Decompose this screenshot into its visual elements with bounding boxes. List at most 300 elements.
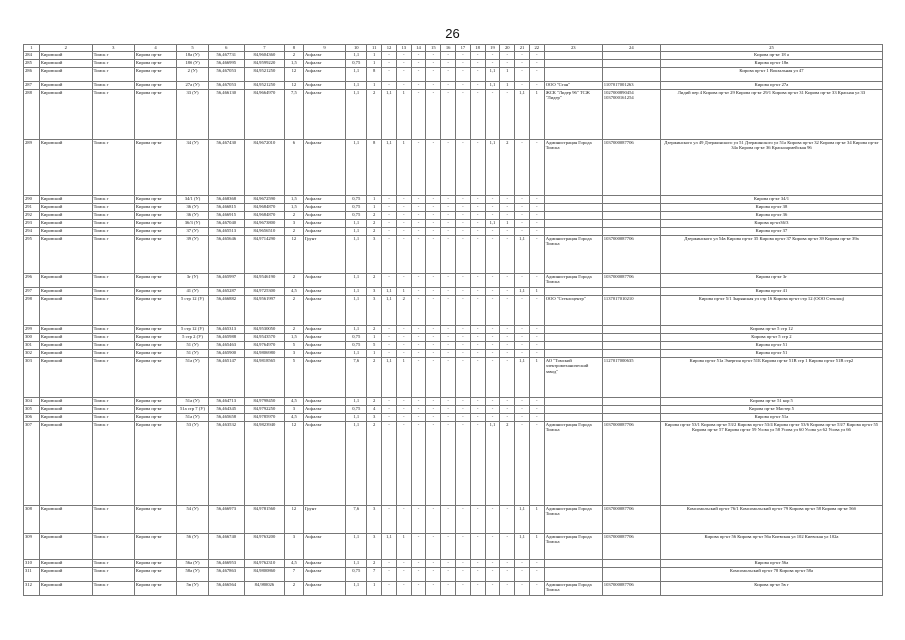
table-cell: Кировский: [39, 274, 92, 288]
table-cell: -: [485, 568, 500, 582]
table-cell: -: [382, 506, 397, 534]
table-cell: -: [456, 288, 471, 296]
table-cell: Кирова пр-кт 51а Энергия пр-кт 51Б Кирова пр-кт 51В стр 1 Кирова пр-кт 51В стр2: [660, 358, 882, 398]
table-cell: -: [470, 60, 485, 68]
table-cell: 56,467040: [208, 220, 244, 228]
table-cell: -: [396, 422, 411, 506]
table-cell: 34/1 (У): [177, 196, 209, 204]
table-cell: 303: [24, 358, 40, 398]
table-cell: Томск г: [92, 296, 134, 326]
table-cell: -: [456, 140, 471, 196]
table-cell: 56,466915: [208, 212, 244, 220]
table-cell: 2: [367, 220, 382, 228]
table-cell: 84,9546190: [244, 274, 284, 288]
table-cell: Кировский: [39, 350, 92, 358]
table-cell: Кировский: [39, 296, 92, 326]
table-cell: 284: [24, 52, 40, 60]
table-cell: Кировский: [39, 326, 92, 334]
table-cell: [544, 406, 602, 414]
table-cell: Томск г: [92, 82, 134, 90]
table-cell: -: [411, 326, 426, 334]
table-cell: -: [485, 414, 500, 422]
table-cell: -: [382, 68, 397, 82]
table-cell: Кировский: [39, 288, 92, 296]
table-cell: Кирова пр-кт 53/1 Кирова пр-кт 53/2 Кирова пр-кт 53/4 Кирова пр-кт 53/6 Кирова пр-кт 53/7 Кирова пр-кт 55 Кирова пр-кт 57 Кирова пр-кт 59 Усова ул 58 Усова ул 60 Усова ул 62 Усова ул 66: [660, 422, 882, 506]
table-cell: -: [456, 68, 471, 82]
table-cell: -: [515, 334, 530, 342]
table-cell: 296: [24, 274, 40, 288]
table-cell: [544, 288, 602, 296]
table-cell: 1,1: [346, 220, 367, 228]
table-cell: 1: [529, 90, 544, 140]
table-cell: -: [426, 90, 441, 140]
table-cell: Асфальт: [303, 82, 345, 90]
table-cell: 1037000087706: [602, 236, 660, 274]
table-cell: -: [426, 52, 441, 60]
table-cell: -: [411, 288, 426, 296]
table-cell: 0,75: [346, 212, 367, 220]
table-cell: -: [500, 358, 515, 398]
table-cell: Асфальт: [303, 52, 345, 60]
table-cell: -: [426, 342, 441, 350]
table-cell: -: [470, 406, 485, 414]
table-cell: 56,466564: [208, 582, 244, 596]
table-cell: 1,1: [346, 582, 367, 596]
column-number: 12: [382, 45, 397, 52]
table-cell: 1037000087706: [602, 582, 660, 596]
table-cell: -: [485, 196, 500, 204]
table-cell: -: [456, 350, 471, 358]
table-cell: [602, 334, 660, 342]
table-row: [24, 398, 883, 406]
table-cell: 7,5: [284, 90, 303, 140]
table-cell: Кирова пр-кт36/3: [660, 220, 882, 228]
table-cell: -: [426, 334, 441, 342]
table-cell: -: [396, 406, 411, 414]
table-cell: 3: [284, 534, 303, 560]
table-cell: 1,1: [515, 358, 530, 398]
table-cell: 7: [284, 568, 303, 582]
table-cell: 0,75: [346, 568, 367, 582]
table-cell: [544, 568, 602, 582]
table-cell: [602, 220, 660, 228]
table-cell: 84,9806980: [244, 350, 284, 358]
table-row: [24, 582, 883, 596]
table-cell: Кировский: [39, 90, 92, 140]
table-cell: -: [500, 52, 515, 60]
table-cell: [544, 414, 602, 422]
table-cell: -: [411, 60, 426, 68]
table-cell: -: [485, 296, 500, 326]
table-cell: -: [500, 506, 515, 534]
table-cell: Кировский: [39, 60, 92, 68]
table-cell: -: [441, 560, 456, 568]
table-cell: 293: [24, 220, 40, 228]
table-cell: -: [470, 196, 485, 204]
table-cell: 1,1: [382, 534, 397, 560]
table-cell: -: [515, 326, 530, 334]
table-cell: -: [441, 228, 456, 236]
table-cell: 5: [284, 358, 303, 398]
table-cell: Томск г: [92, 196, 134, 204]
table-cell: -: [426, 212, 441, 220]
table-cell: 56,466973: [208, 506, 244, 534]
table-cell: -: [411, 196, 426, 204]
table-cell: -: [411, 414, 426, 422]
table-cell: 2: [367, 228, 382, 236]
table-cell: -: [441, 534, 456, 560]
table-cell: -: [426, 506, 441, 534]
table-cell: 2: [500, 422, 515, 506]
table-cell: -: [456, 398, 471, 406]
table-cell: -: [411, 82, 426, 90]
table-cell: -: [456, 296, 471, 326]
table-cell: -: [411, 140, 426, 196]
table-cell: -: [441, 350, 456, 358]
column-number: 24: [602, 45, 660, 52]
table-cell: -: [515, 422, 530, 506]
table-cell: -: [529, 236, 544, 274]
table-cell: 7: [367, 568, 382, 582]
table-cell: -: [382, 422, 397, 506]
table-cell: [602, 398, 660, 406]
table-cell: -: [456, 568, 471, 582]
table-cell: Кирова пр-кт 56 Кирова пр-кт 56а Киевская ул 102 Киевская ул 102а: [660, 534, 882, 560]
table-cell: Томск г: [92, 358, 134, 398]
table-cell: 311: [24, 568, 40, 582]
table-cell: -: [500, 326, 515, 334]
table-cell: Кирова пр-кт 51а: [660, 414, 882, 422]
table-cell: 56,465658: [208, 414, 244, 422]
table-cell: 2: [367, 90, 382, 140]
table-cell: -: [396, 82, 411, 90]
table-cell: -: [529, 406, 544, 414]
table-cell: -: [515, 274, 530, 288]
table-cell: 6: [284, 140, 303, 196]
table-cell: 5 стр 12 (У): [177, 326, 209, 334]
table-cell: -: [411, 334, 426, 342]
table-cell: 1: [367, 52, 382, 60]
table-cell: [602, 60, 660, 68]
table-cell: -: [382, 582, 397, 596]
table-cell: 300: [24, 334, 40, 342]
table-cell: -: [441, 334, 456, 342]
table-cell: -: [441, 60, 456, 68]
table-cell: -: [500, 288, 515, 296]
column-number: 4: [134, 45, 176, 52]
table-cell: -: [500, 90, 515, 140]
table-cell: 1,5: [284, 334, 303, 342]
table-cell: 56,466130: [208, 90, 244, 140]
table-cell: -: [441, 296, 456, 326]
table-cell: -: [515, 296, 530, 326]
table-cell: Томск г: [92, 398, 134, 406]
table-cell: -: [456, 326, 471, 334]
table-row: [24, 204, 883, 212]
table-cell: -: [515, 582, 530, 596]
table-cell: Асфальт: [303, 204, 345, 212]
table-cell: 2: [500, 140, 515, 196]
table-cell: -: [411, 68, 426, 82]
table-cell: -: [396, 236, 411, 274]
table-cell: -: [500, 342, 515, 350]
table-cell: Томск г: [92, 342, 134, 350]
table-cell: -: [529, 82, 544, 90]
table-cell: -: [529, 296, 544, 326]
table-cell: Асфальт: [303, 342, 345, 350]
register-table: [23, 44, 883, 596]
table-cell: -: [515, 398, 530, 406]
table-cell: 84,9781560: [244, 506, 284, 534]
table-cell: 1,1: [346, 326, 367, 334]
table-cell: 56,467863: [208, 568, 244, 582]
table-cell: Томск г: [92, 90, 134, 140]
table-cell: Асфальт: [303, 406, 345, 414]
table-cell: -: [456, 196, 471, 204]
table-cell: Кировский: [39, 196, 92, 204]
table-cell: 27а (У): [177, 82, 209, 90]
table-cell: 1,1: [382, 358, 397, 398]
table-cell: -: [441, 358, 456, 398]
table-cell: -: [411, 342, 426, 350]
table-cell: 1037000087706: [602, 140, 660, 196]
table-cell: -: [441, 204, 456, 212]
table-cell: -: [529, 196, 544, 204]
table-cell: 1: [367, 60, 382, 68]
table-cell: -: [485, 582, 500, 596]
column-number: 3: [92, 45, 134, 52]
table-cell: -: [500, 534, 515, 560]
table-cell: 84,9684870: [244, 212, 284, 220]
table-cell: -: [515, 350, 530, 358]
table-cell: Кировский: [39, 68, 92, 82]
table-cell: -: [456, 358, 471, 398]
table-cell: -: [411, 274, 426, 288]
table-cell: Асфальт: [303, 582, 345, 596]
table-cell: 3: [367, 414, 382, 422]
column-number: 13: [396, 45, 411, 52]
table-cell: Кирова пр-кт: [134, 406, 176, 414]
table-row: [24, 288, 883, 296]
table-cell: -: [426, 236, 441, 274]
table-cell: 1: [500, 220, 515, 228]
table-cell: Асфальт: [303, 326, 345, 334]
table-row: [24, 342, 883, 350]
table-cell: Кирова пр-кт 27а: [660, 82, 882, 90]
table-cell: -: [500, 406, 515, 414]
table-cell: -: [529, 422, 544, 506]
table-cell: -: [426, 560, 441, 568]
table-cell: 3: [367, 296, 382, 326]
table-cell: -: [470, 296, 485, 326]
table-cell: Кирова пр-кт: [134, 228, 176, 236]
table-cell: -: [441, 212, 456, 220]
table-cell: -: [441, 52, 456, 60]
table-cell: -: [529, 220, 544, 228]
table-cell: -: [441, 220, 456, 228]
table-cell: Кирова пр-кт: [134, 68, 176, 82]
table-row: [24, 82, 883, 90]
table-cell: Асфальт: [303, 228, 345, 236]
table-cell: Кировский: [39, 212, 92, 220]
table-cell: 53 (У): [177, 422, 209, 506]
table-cell: 1: [396, 358, 411, 398]
table-cell: 84,9673800: [244, 220, 284, 228]
table-cell: -: [382, 228, 397, 236]
table-cell: -: [382, 196, 397, 204]
table-cell: -: [411, 228, 426, 236]
table-cell: -: [500, 228, 515, 236]
table-cell: -: [411, 350, 426, 358]
table-cell: 3г (У): [177, 274, 209, 288]
table-cell: 56,465646: [208, 236, 244, 274]
table-cell: -: [411, 560, 426, 568]
table-cell: 1,1: [346, 140, 367, 196]
table-cell: -: [529, 350, 544, 358]
table-cell: -: [411, 236, 426, 274]
table-cell: Томск г: [92, 212, 134, 220]
table-cell: -: [426, 204, 441, 212]
table-cell: 1037000087706: [602, 534, 660, 560]
table-cell: [544, 350, 602, 358]
table-cell: 1: [396, 288, 411, 296]
table-cell: 2: [367, 326, 382, 334]
table-cell: 84,9762310: [244, 560, 284, 568]
table-cell: Кирова пр-кт: [134, 274, 176, 288]
table-cell: 56,465147: [208, 358, 244, 398]
table-cell: Асфальт: [303, 288, 345, 296]
table-cell: -: [396, 204, 411, 212]
table-cell: 84,9725300: [244, 288, 284, 296]
table-cell: -: [485, 212, 500, 220]
table-cell: 1,1: [382, 288, 397, 296]
table-cell: -: [529, 568, 544, 582]
table-cell: -: [456, 52, 471, 60]
table-cell: -: [485, 342, 500, 350]
table-cell: Томск г: [92, 422, 134, 506]
table-cell: -: [529, 60, 544, 68]
table-cell: -: [441, 506, 456, 534]
table-cell: Кирова пр-кт: [134, 358, 176, 398]
table-cell: 1,1: [485, 68, 500, 82]
table-cell: -: [456, 90, 471, 140]
table-row: [24, 358, 883, 398]
table-cell: [544, 560, 602, 568]
table-cell: -: [485, 90, 500, 140]
table-cell: 1,1: [346, 350, 367, 358]
table-cell: -: [396, 568, 411, 582]
table-cell: -: [470, 414, 485, 422]
table-cell: 1137017010210: [602, 296, 660, 326]
table-cell: 56,464713: [208, 398, 244, 406]
table-row: [24, 506, 883, 534]
table-cell: 304: [24, 398, 40, 406]
column-number: 2: [39, 45, 92, 52]
table-cell: -: [485, 52, 500, 60]
table-cell: Кирова пр-кт: [134, 422, 176, 506]
table-cell: Кирова пр-кт: [134, 582, 176, 596]
table-cell: [602, 52, 660, 60]
table-cell: -: [456, 414, 471, 422]
table-cell: Томск г: [92, 204, 134, 212]
table-cell: -: [515, 52, 530, 60]
table-cell: Грунт: [303, 236, 345, 274]
table-cell: Кирова пр-кт 51 кор 5: [660, 398, 882, 406]
table-row: [24, 140, 883, 196]
table-cell: [602, 212, 660, 220]
table-cell: -: [500, 296, 515, 326]
table-cell: [602, 350, 660, 358]
table-cell: -: [500, 60, 515, 68]
table-cell: 84,980026: [244, 582, 284, 596]
table-cell: -: [470, 90, 485, 140]
table-cell: [544, 228, 602, 236]
column-number: 18: [470, 45, 485, 52]
table-cell: 1,1: [515, 236, 530, 274]
table-cell: -: [396, 68, 411, 82]
table-cell: Томск г: [92, 406, 134, 414]
table-cell: [544, 68, 602, 82]
table-cell: -: [456, 422, 471, 506]
table-cell: -: [396, 60, 411, 68]
table-cell: -: [470, 582, 485, 596]
table-cell: 2: [284, 52, 303, 60]
table-cell: 4: [367, 406, 382, 414]
table-cell: Томск г: [92, 568, 134, 582]
table-cell: 309: [24, 534, 40, 560]
table-cell: 84,9672010: [244, 140, 284, 196]
table-cell: -: [396, 398, 411, 406]
table-cell: -: [456, 82, 471, 90]
table-cell: Кирова пр-кт 37: [660, 228, 882, 236]
table-cell: -: [411, 90, 426, 140]
table-cell: Кирова пр-кт 38: [660, 204, 882, 212]
table-cell: -: [470, 568, 485, 582]
table-cell: Кирова пр-кт: [134, 140, 176, 196]
table-row: [24, 414, 883, 422]
table-cell: -: [396, 228, 411, 236]
table-cell: 58а (У): [177, 568, 209, 582]
table-cell: [544, 342, 602, 350]
table-cell: 4,5: [284, 288, 303, 296]
table-cell: 1,1: [382, 296, 397, 326]
table-cell: -: [485, 204, 500, 212]
table-cell: -: [456, 406, 471, 414]
table-cell: -: [382, 60, 397, 68]
table-cell: -: [515, 60, 530, 68]
table-cell: 18а (У): [177, 52, 209, 60]
table-cell: 1: [367, 82, 382, 90]
table-cell: [544, 220, 602, 228]
table-cell: Кировский: [39, 582, 92, 596]
table-cell: 1027000890454 1037000161254: [602, 90, 660, 140]
table-row: [24, 90, 883, 140]
table-cell: 299: [24, 326, 40, 334]
table-cell: Администрация Города Томска: [544, 274, 602, 288]
table-cell: Кирова пр-кт 51: [660, 342, 882, 350]
table-cell: -: [500, 350, 515, 358]
table-cell: [602, 228, 660, 236]
table-cell: 1,1: [346, 414, 367, 422]
table-cell: -: [485, 406, 500, 414]
table-cell: [544, 334, 602, 342]
table-cell: -: [382, 350, 397, 358]
table-cell: -: [515, 68, 530, 82]
table-cell: -: [470, 236, 485, 274]
table-cell: ООО "Стан": [544, 82, 602, 90]
table-cell: 0,75: [346, 60, 367, 68]
table-cell: -: [456, 334, 471, 342]
